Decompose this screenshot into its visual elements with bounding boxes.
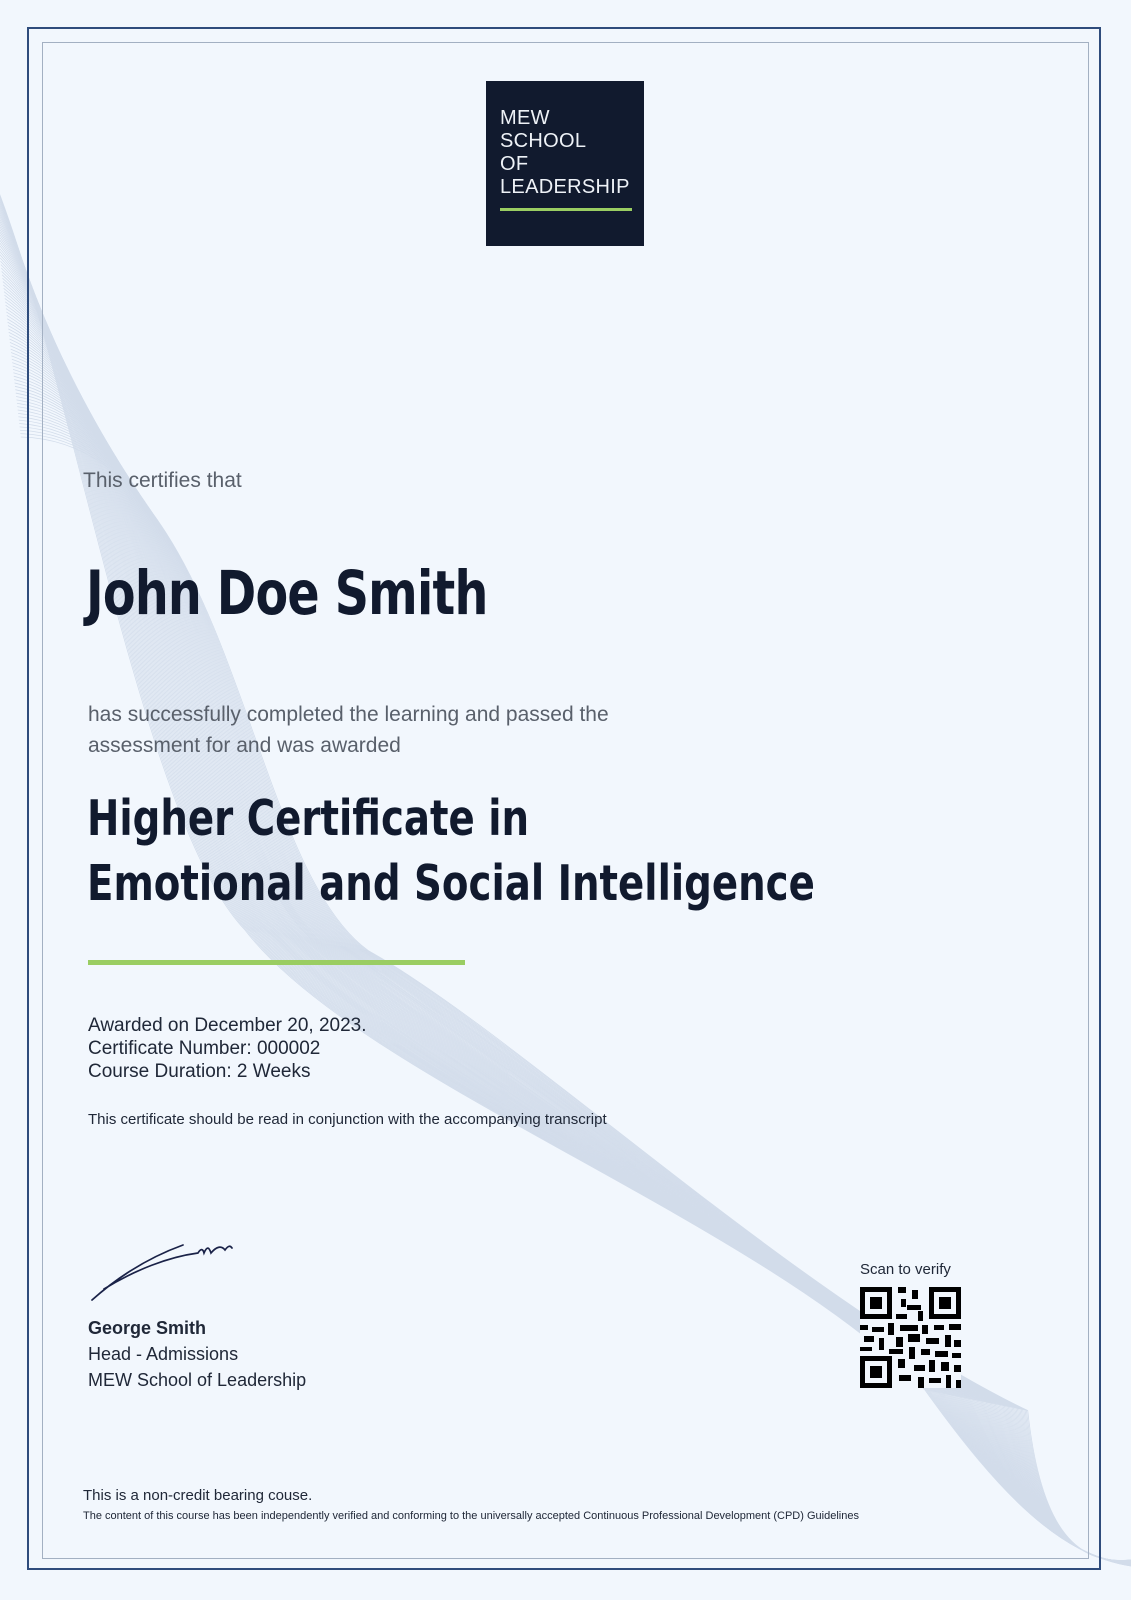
completion-statement: has successfully completed the learning and passed the assessment for and was awarded	[88, 703, 609, 757]
signatory-name: George Smith	[88, 1318, 207, 1338]
transcript-note: This certificate should be read in conjunction with the accompanying transcript	[88, 1111, 607, 1128]
certificate-number: Certificate Number: 000002	[88, 1038, 321, 1059]
award-title-line: Higher Certificate in	[87, 790, 530, 847]
qr-code-icon[interactable]	[860, 1287, 961, 1388]
certifies-intro: This certifies that	[83, 469, 242, 492]
signatory-title: Head - Admissions	[88, 1344, 239, 1364]
recipient-name: John Doe Smith	[86, 558, 488, 629]
accent-divider	[88, 960, 465, 965]
non-credit-note: This is a non-credit bearing couse.	[83, 1487, 313, 1504]
signatory-organization: MEW School of Leadership	[88, 1370, 307, 1390]
signature-image	[90, 1235, 240, 1305]
awarded-date: Awarded on December 20, 2023.	[88, 1015, 367, 1036]
course-duration: Course Duration: 2 Weeks	[88, 1061, 311, 1082]
logo-text-line: LEADERSHIP	[500, 176, 630, 198]
scan-to-verify-label: Scan to verify	[860, 1261, 951, 1278]
award-title-line: Emotional and Social Intelligence	[87, 855, 815, 912]
award-title	[87, 786, 815, 916]
logo-accent-bar	[500, 208, 632, 211]
cpd-guidelines-note: The content of this course has been independently verified and conforming to the universally accepted Continuous Professional Development (CPD) Guidelines	[83, 1510, 859, 1522]
school-logo	[486, 81, 644, 246]
logo-text-line: SCHOOL	[500, 130, 587, 152]
logo-text-line: OF	[500, 153, 529, 175]
logo-text-line: MEW	[500, 107, 550, 129]
certificate-details	[88, 1014, 367, 1083]
signatory-block	[88, 1315, 306, 1393]
